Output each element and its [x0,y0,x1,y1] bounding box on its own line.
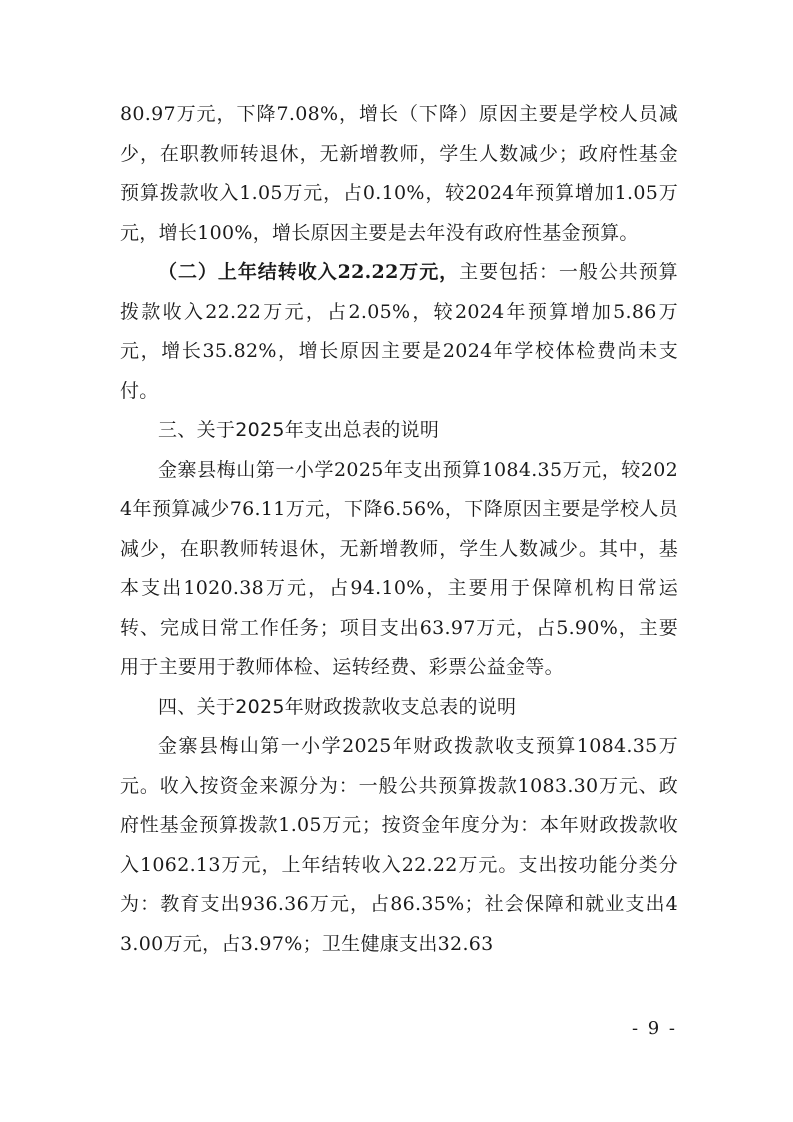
subsection-heading-carryover: （二）上年结转收入22.22万元， [158,261,460,283]
section-heading-fiscal-allocation: 四、关于2025年财政拨款收支总表的说明 [158,695,517,718]
paragraph-expenditure: 金寨县梅山第一小学2025年支出预算1084.35万元，较2024年预算减少76.11万元，下降6.56%，下降原因主要是学校人员减少，在职教师转退休，无新增教师，学生人数减少。其中，基本支出1020.38万元，占94.10%，主要用于保障机构日常运转、完成日常工作任务；项目支出63.97万元，占5.90%，主要用于主要用于教师体检、运转经费、彩票公益金等。 [120,458,678,678]
paragraph-continued: 80.97万元，下降7.08%，增长（下降）原因主要是学校人员减少，在职教师转退休，无新增教师，学生人数减少；政府性基金预算拨款收入1.05万元，占0.10%，较2024年预算增加1.05万元，增长100%，增长原因主要是去年没有政府性基金预算。 [120,103,678,244]
page-number: - 9 - [631,1018,677,1039]
paragraph-carryover-text: 主要包括：一般公共预算拨款收入22.22万元，占2.05%，较2024年预算增加5.86万元，增长35.82%，增长原因主要是2024年学校体检费尚未支付。 [120,261,678,402]
paragraph-carryover-income [120,253,678,411]
section-heading-expenditure: 三、关于2025年支出总表的说明 [158,419,440,441]
document-body [120,95,678,964]
paragraph-fiscal-allocation: 金寨县梅山第一小学2025年财政拨款收支预算1084.35万元。收入按资金来源分为：一般公共预算拨款1083.30万元、政府性基金预算拨款1.05万元；按资金年度分为：本年财政拨款收入1062.13万元，上年结转收入22.22万元。支出按功能分类分为：教育支出936.36万元，占86.35%；社会保障和就业支出43.00万元，占3.97%；卫生健康支出32.63 [120,735,678,955]
